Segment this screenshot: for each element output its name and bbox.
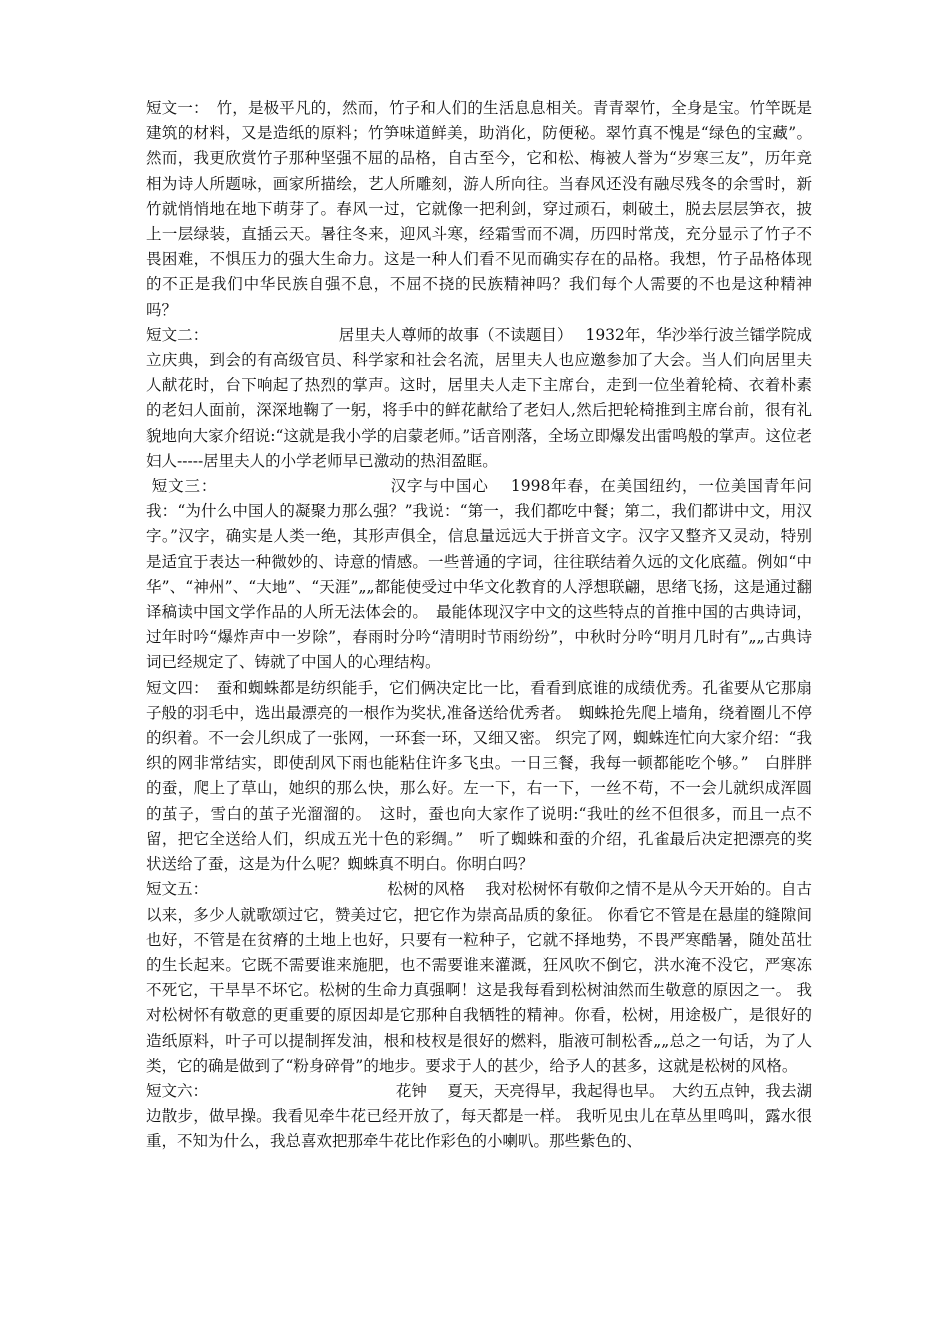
passage-label: 短文三： <box>151 477 218 496</box>
passage-label: 短文六： <box>146 1081 209 1100</box>
passage-text: 1932年，华沙举行波兰镭学院成立庆典，到会的有高级官员、科学家和社会名流，居里夫人也应邀参加了大会。当人们向居里夫人献花时，台下响起了热烈的掌声。这时，居里夫人走下主席台，走到一位坐着轮椅、衣着朴素的老妇人面前，深深地鞠了一躬，将手中的鲜花献给了老妇人,然后把轮椅推到主席台前，很有礼貌地向大家介绍说:“这就是我小学的启蒙老师。”话音刚落，全场立即爆发出雷鸣般的掌声。这位老妇人-----居里夫人的小学老师早已激动的热泪盈眶。 <box>146 325 812 470</box>
document-page <box>146 96 812 1155</box>
passage-1 <box>146 96 812 323</box>
passage-5 <box>146 877 812 1079</box>
passage-title: 花钟 <box>395 1081 427 1100</box>
passage-text: 竹，是极平凡的，然而，竹子和人们的生活息息相关。青青翠竹，全身是宝。竹竿既是建筑的材料，又是造纸的原料；竹笋味道鲜美，助消化，防便秘。翠竹真不愧是“绿色的宝藏”。然而，我更欣赏竹子那种坚强不屈的品格，自古至今，它和松、梅被人誉为“岁寒三友”，历年竞相为诗人所题咏，画家所描绘，艺人所雕刻，游人所向往。当春风还没有融尽残冬的余雪时，新竹就悄悄地在地下萌芽了。春风一过，它就像一把利剑，穿过顽石，刺破土，脱去层层笋衣，披上一层绿装，直插云天。暑往冬来，迎风斗寒，经霜雪而不凋，历四时常茂，充分显示了竹子不畏困难，不惧压力的强大生命力。这是一种人们看不见而确实存在的品格。我想，竹子品格体现的不正是我们中华民族自强不息，不屈不挠的民族精神吗？我们每个人需要的不也是这种精神吗？ <box>146 99 812 319</box>
passage-label: 短文一： <box>146 99 201 117</box>
passage-2 <box>146 323 812 474</box>
passage-text: 1998年春，在美国纽约，一位美国青年问我：“为什么中国人的凝聚力那么强？”我说：“第一，我们都吃中餐；第二，我们都讲中文，用汉字。”汉字，确实是人类一绝，其形声俱全，信息量远远大于拼音文字。汉字又整齐又灵动，特别是适宜于表达一种微妙的、诗意的情感。一些普通的字词，往往联结着久远的文化底蕴。例如“中华”、“神州”、“大地”、“天涯”„„都能使受过中华文化教育的人浮想联翩，思绪飞扬，这是通过翻译稿读中国文学作品的人所无法体会的。 最能体现汉字中文的这些特点的首推中国的古典诗词，过年时吟“爆炸声中一岁除”，春雨时分吟“清明时节雨纷纷”，中秋时分吟“明月几时有”„„古典诗词已经规定了、铸就了中国人的心理结构。 <box>146 477 812 672</box>
passage-title: 松树的风格 <box>387 880 466 899</box>
passage-3 <box>146 474 812 676</box>
passage-text: 夏天，天亮得早，我起得也早。 大约五点钟，我去湖边散步，做早操。我看见牵牛花已经开放了，每天都是一样。 我听见虫儿在草丛里鸣叫，露水很重，不知为什么，我总喜欢把那牵牛花比作彩色的小喇叭。那些紫色的、 <box>146 1081 812 1151</box>
passage-label: 短文二： <box>146 325 209 344</box>
passage-title: 居里夫人尊师的故事（不读题目） <box>338 325 565 344</box>
passage-label: 短文五： <box>146 880 209 899</box>
passage-text: 蚕和蜘蛛都是纺织能手，它们俩决定比一比，看看到底谁的成绩优秀。孔雀要从它那扇子般的羽毛中，选出最漂亮的一根作为奖状,准备送给优秀者。 蜘蛛抢先爬上墙角，绕着圈儿不停的织着。不一会儿织成了一张网，一环套一环，又细又密。 织完了网，蜘蛛连忙向大家介绍：“我织的网非常结实，即使刮风下雨也能粘住许多飞虫。一日三餐，我每一顿都能吃个够。” 白胖胖的蚕，爬上了草山，她织的那么快，那么好。左一下，右一下，一丝不苟，不一会儿就织成浑圆的茧子，雪白的茧子光溜溜的。 这时，蚕也向大家作了说明:“我吐的丝不但很多，而且一点不留，把它全送给人们，织成五光十色的彩绸。” 听了蜘蛛和蚕的介绍，孔雀最后决定把漂亮的奖状送给了蚕，这是为什么呢？蜘蛛真不明白。你明白吗？ <box>146 678 812 874</box>
passage-6 <box>146 1079 812 1155</box>
passage-4 <box>146 676 812 878</box>
passage-title: 汉字与中国心 <box>390 477 489 496</box>
passage-text: 我对松树怀有敬仰之情不是从今天开始的。自古以来，多少人就歌颂过它，赞美过它，把它作为崇高品质的象征。 你看它不管是在悬崖的缝隙间也好，不管是在贫瘠的土地上也好，只要有一粒种子，它就不择地势，不畏严寒酷暑，随处茁壮的生长起来。它既不需要谁来施肥，也不需要谁来灌溉，狂风吹不倒它，洪水淹不没它，严寒冻不死它，干旱旱不坏它。松树的生命力真强啊！这是我每看到松树油然而生敬意的原因之一。 我对松树怀有敬意的更重要的原因却是它那种自我牺牲的精神。你看，松树，用途极广，是很好的造纸原料，叶子可以提制挥发油，根和枝杈是很好的燃料，脂液可制松香„„总之一句话，为了人类，它的确是做到了“粉身碎骨”的地步。要求于人的甚少，给予人的甚多，这就是松树的风格。 <box>146 880 812 1075</box>
passage-label: 短文四： <box>146 678 201 697</box>
